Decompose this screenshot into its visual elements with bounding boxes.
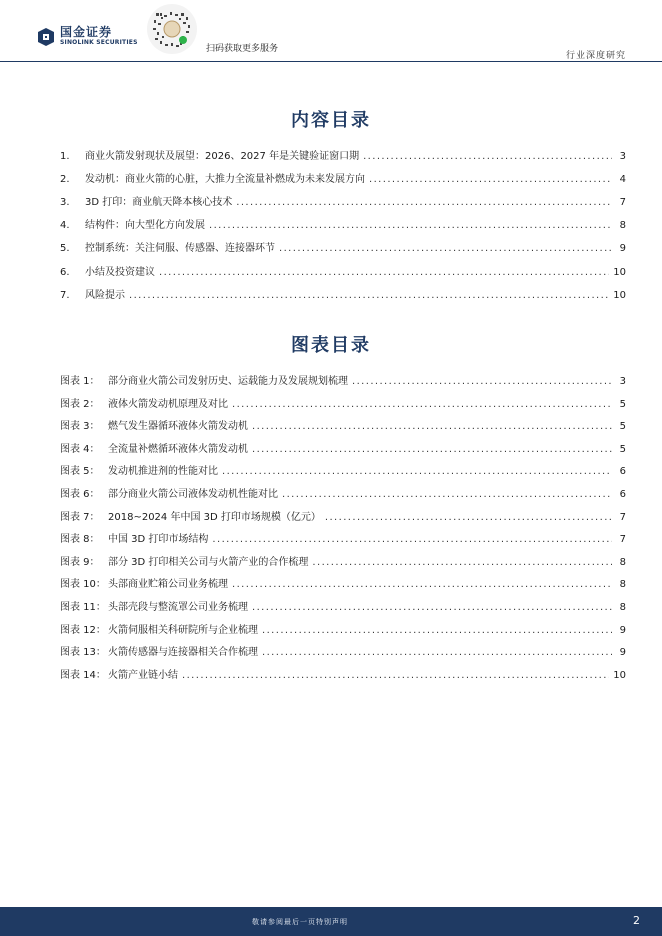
figure-entry-title: 中国 3D 打印市场结构 bbox=[108, 534, 209, 546]
figure-entry-page: 8 bbox=[619, 579, 626, 591]
figure-entry[interactable] bbox=[60, 621, 626, 637]
figure-entry-label: 图表 10： bbox=[60, 579, 106, 591]
figure-entry[interactable] bbox=[60, 462, 626, 478]
figure-entry[interactable] bbox=[60, 508, 626, 524]
figure-entry-page: 8 bbox=[619, 602, 626, 613]
sinolink-logo-icon bbox=[36, 27, 56, 47]
figure-entry-page: 9 bbox=[619, 624, 626, 636]
leader-dots bbox=[363, 151, 612, 162]
figure-entry[interactable] bbox=[60, 372, 626, 388]
header-divider bbox=[0, 61, 662, 62]
leader-dots bbox=[282, 489, 612, 500]
toc-entry[interactable] bbox=[60, 286, 626, 302]
toc-entry[interactable] bbox=[60, 170, 626, 186]
leader-dots bbox=[312, 557, 612, 568]
figure-entry[interactable] bbox=[60, 485, 626, 501]
logo-english-name: SINOLINK SECURITIES bbox=[60, 39, 138, 46]
toc-entry-title: 风险提示 bbox=[85, 289, 125, 301]
figure-entry[interactable] bbox=[60, 575, 626, 591]
figure-entry[interactable] bbox=[60, 553, 626, 569]
figure-entry[interactable] bbox=[60, 417, 626, 433]
figure-entry-page: 5 bbox=[619, 443, 626, 455]
qr-code-icon[interactable] bbox=[146, 3, 198, 55]
toc-entry-page: 9 bbox=[619, 243, 626, 255]
figure-entry-page: 6 bbox=[619, 466, 626, 478]
toc-entry[interactable] bbox=[60, 263, 626, 279]
figure-entry-label: 图表 8： bbox=[60, 534, 100, 546]
figure-entry-label: 图表 9： bbox=[60, 556, 100, 568]
figure-entry-title: 液体火箭发动机原理及对比 bbox=[108, 398, 228, 410]
leader-dots bbox=[212, 534, 612, 545]
figure-entry-label: 图表 12： bbox=[60, 624, 106, 636]
figure-entry-label: 图表 11： bbox=[60, 602, 106, 613]
toc-entry-number: 3. bbox=[60, 197, 70, 209]
figure-entry-label: 图表 3： bbox=[60, 421, 100, 433]
toc-entry-number: 2. bbox=[60, 174, 70, 186]
figure-entry-page: 7 bbox=[619, 511, 626, 523]
toc-entry-title: 商业火箭发射现状及展望：2026、2027 年是关键验证窗口期 bbox=[85, 151, 360, 162]
figure-entry-title: 2018~2024 年中国 3D 打印市场规模（亿元） bbox=[108, 511, 321, 523]
toc-title: 内容目录 bbox=[291, 110, 371, 131]
toc-entry-page: 10 bbox=[613, 266, 626, 278]
leader-dots bbox=[159, 267, 609, 278]
figure-entry-title: 头部商业贮箱公司业务梳理 bbox=[108, 579, 228, 591]
figure-entry-label: 图表 5： bbox=[60, 466, 100, 478]
figure-entry-title: 部分商业火箭公司发射历史、运载能力及发展规划梳理 bbox=[108, 376, 348, 387]
toc-entry-title: 3D 打印：商业航天降本核心技术 bbox=[85, 197, 233, 209]
figure-entry[interactable] bbox=[60, 530, 626, 546]
figure-entry[interactable] bbox=[60, 666, 626, 682]
toc-entry-title: 控制系统：关注伺服、传感器、连接器环节 bbox=[85, 243, 275, 255]
figure-entry-label: 图表 2： bbox=[60, 398, 100, 410]
leader-dots bbox=[232, 579, 612, 590]
figure-entry-title: 发动机推进剂的性能对比 bbox=[108, 466, 218, 478]
leader-dots bbox=[262, 647, 612, 658]
page-number: 2 bbox=[633, 914, 640, 927]
leader-dots bbox=[236, 197, 612, 208]
figure-entry-page: 6 bbox=[619, 489, 626, 500]
toc-entry-title: 小结及投资建议 bbox=[85, 266, 155, 278]
toc-entry-page: 3 bbox=[619, 151, 626, 162]
toc-entry[interactable] bbox=[60, 147, 626, 163]
figure-entry-label: 图表 6： bbox=[60, 489, 100, 500]
figure-entry-title: 燃气发生器循环液体火箭发动机 bbox=[108, 421, 248, 433]
toc-entry-number: 4. bbox=[60, 220, 70, 232]
figure-entry-page: 8 bbox=[619, 556, 626, 568]
toc-entry-title: 结构件：向大型化方向发展 bbox=[85, 220, 205, 232]
figure-entry-page: 5 bbox=[619, 421, 626, 433]
logo-chinese-name: 国金证券 bbox=[60, 25, 113, 39]
company-logo bbox=[36, 26, 138, 47]
page-footer bbox=[0, 907, 662, 936]
figure-entry-title: 部分商业火箭公司液体发动机性能对比 bbox=[108, 489, 278, 500]
leader-dots bbox=[325, 512, 612, 523]
figure-entry-page: 10 bbox=[613, 669, 626, 681]
figure-entry[interactable] bbox=[60, 395, 626, 411]
leader-dots bbox=[252, 421, 612, 432]
figure-entry-label: 图表 13： bbox=[60, 647, 106, 659]
figure-entry-page: 9 bbox=[619, 647, 626, 659]
figure-entry-page: 5 bbox=[619, 398, 626, 410]
figure-entry[interactable] bbox=[60, 598, 626, 614]
figure-entry-label: 图表 4： bbox=[60, 443, 100, 455]
report-type-label: 行业深度研究 bbox=[565, 51, 626, 61]
toc-entry[interactable] bbox=[60, 239, 626, 255]
leader-dots bbox=[182, 670, 609, 681]
figure-entry-title: 火箭传感器与连接器相关合作梳理 bbox=[108, 647, 258, 659]
figure-entry-page: 7 bbox=[619, 534, 626, 546]
leader-dots bbox=[279, 243, 612, 254]
toc-entry-page: 8 bbox=[619, 220, 626, 232]
figure-entry-label: 图表 14： bbox=[60, 669, 106, 681]
figures-title: 图表目录 bbox=[291, 335, 371, 356]
figure-entry-title: 火箭产业链小结 bbox=[108, 669, 178, 681]
leader-dots bbox=[352, 376, 612, 387]
toc-entry-page: 10 bbox=[613, 289, 626, 301]
page-header bbox=[0, 0, 662, 62]
leader-dots bbox=[209, 220, 612, 231]
figure-entry[interactable] bbox=[60, 643, 626, 659]
toc-entry[interactable] bbox=[60, 193, 626, 209]
figure-entry-title: 全流量补燃循环液体火箭发动机 bbox=[108, 443, 248, 455]
figure-entry-page: 3 bbox=[619, 376, 626, 387]
toc-entry-number: 7. bbox=[60, 289, 70, 301]
leader-dots bbox=[222, 466, 612, 477]
leader-dots bbox=[129, 290, 609, 301]
toc-entry-page: 7 bbox=[619, 197, 626, 209]
leader-dots bbox=[369, 174, 612, 185]
toc-entry-number: 5. bbox=[60, 243, 70, 255]
figure-entry-title: 部分 3D 打印相关公司与火箭产业的合作梳理 bbox=[108, 556, 309, 568]
leader-dots bbox=[262, 625, 612, 636]
toc-entry-number: 1. bbox=[60, 151, 70, 162]
leader-dots bbox=[232, 399, 612, 410]
toc-entry-title: 发动机：商业火箭的心脏，大推力全流量补燃成为未来发展方向 bbox=[85, 174, 365, 186]
figure-entry[interactable] bbox=[60, 440, 626, 456]
figure-entry-title: 火箭伺服相关科研院所与企业梳理 bbox=[108, 624, 258, 636]
toc-entry-page: 4 bbox=[619, 174, 626, 186]
leader-dots bbox=[252, 444, 612, 455]
figure-entry-label: 图表 1： bbox=[60, 376, 100, 387]
toc-entry-number: 6. bbox=[60, 266, 70, 278]
figure-entry-label: 图表 7： bbox=[60, 511, 100, 523]
scan-for-services-text: 扫码获取更多服务 bbox=[206, 44, 279, 54]
toc-entry[interactable] bbox=[60, 216, 626, 232]
leader-dots bbox=[252, 602, 612, 613]
footer-disclaimer: 敬请参阅最后一页特别声明 bbox=[252, 918, 348, 926]
figure-entry-title: 头部壳段与整流罩公司业务梳理 bbox=[108, 602, 248, 613]
